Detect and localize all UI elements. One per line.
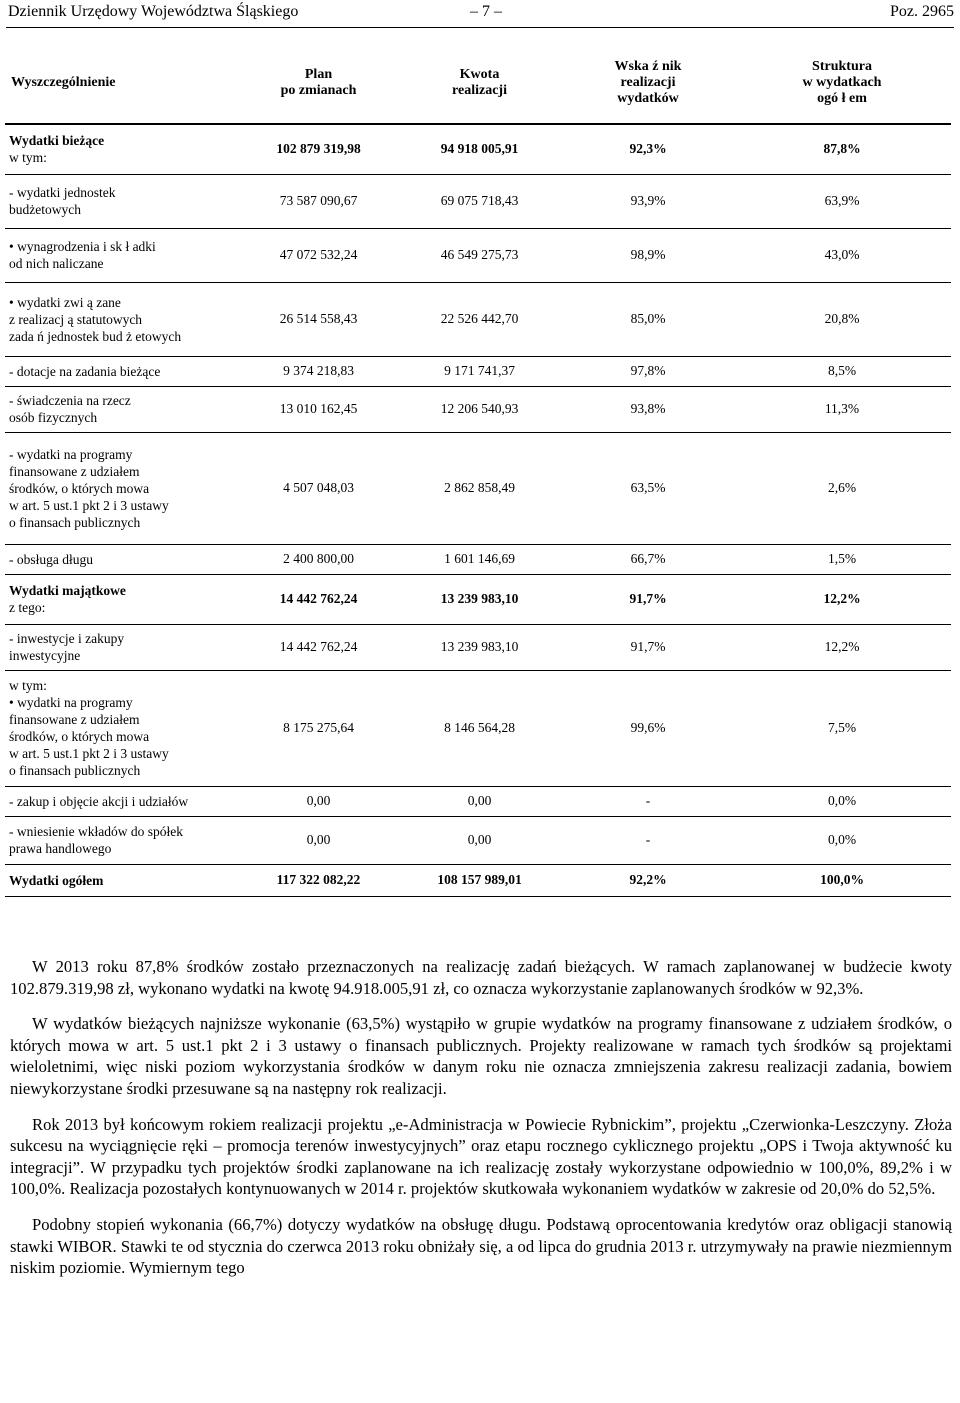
table-row <box>5 386 951 432</box>
table-row <box>5 670 951 786</box>
row-label-line: prawa handlowego <box>9 841 112 856</box>
column-header-line: wydatków <box>617 91 679 106</box>
cell-plan: 9 374 218,83 <box>241 356 396 386</box>
cell-wskaznik: 97,8% <box>563 356 733 386</box>
row-label-line: • wydatki zwi ą zane <box>9 294 121 310</box>
paragraph: W wydatków bieżących najniższe wykonanie (63,5%) wystąpiło w grupie wydatków na programy finansowane z udziałem środków, o których mowa w art. 5 ust.1 pkt 2 i 3 ustawy o finansach publicznych. Projekty realizowane w ramach tych środków są projektami wieloletnimi, więc niski poziom wykorzystania środków w danym roku nie oznacza zmniejszenia zakresu realizacji zadania, bowiem niewykorzystane środki przesuwane są na następny rok realizacji. <box>10 1014 952 1098</box>
column-header-struktura <box>733 43 951 124</box>
expenditure-table <box>5 43 951 897</box>
cell-struktura: 0,0% <box>733 786 951 816</box>
cell-struktura: 87,8% <box>733 124 951 174</box>
cell-kwota: 9 171 741,37 <box>396 356 563 386</box>
cell-plan: 102 879 319,98 <box>241 124 396 174</box>
row-label <box>5 624 241 670</box>
journal-title: Dziennik Urzędowy Województwa Śląskiego <box>8 3 299 20</box>
row-label-line: - wniesienie wkładów do spółek <box>9 824 183 839</box>
row-label-line: inwestycyjne <box>9 648 81 663</box>
cell-wskaznik: 99,6% <box>563 670 733 786</box>
cell-plan: 13 010 162,45 <box>241 386 396 432</box>
cell-plan: 47 072 532,24 <box>241 228 396 282</box>
page-number: – 7 – <box>470 3 502 20</box>
cell-plan: 4 507 048,03 <box>241 432 396 544</box>
cell-wskaznik: 63,5% <box>563 432 733 544</box>
row-label <box>5 864 241 896</box>
cell-kwota: 13 239 983,10 <box>396 624 563 670</box>
cell-kwota: 94 918 005,91 <box>396 124 563 174</box>
row-label-line: w art. 5 ust.1 pkt 2 i 3 ustawy <box>9 497 169 513</box>
column-header-line: w wydatkach <box>802 75 882 90</box>
column-header-line: realizacji <box>452 83 507 98</box>
column-header-line: Plan <box>304 67 333 82</box>
row-label-line: o finansach publicznych <box>9 763 141 778</box>
cell-kwota: 12 206 540,93 <box>396 386 563 432</box>
row-label-line: środków, o których mowa <box>9 729 150 744</box>
table-row <box>5 864 951 896</box>
row-label <box>5 356 241 386</box>
cell-wskaznik: 93,9% <box>563 174 733 228</box>
row-label <box>5 544 241 574</box>
commentary-text <box>10 956 952 1293</box>
cell-plan: 2 400 800,00 <box>241 544 396 574</box>
row-label-line: środków, o których mowa <box>9 480 150 496</box>
row-label-line: z realizacj ą statutowych <box>9 311 143 327</box>
cell-plan: 26 514 558,43 <box>241 282 396 356</box>
cell-plan: 117 322 082,22 <box>241 864 396 896</box>
cell-kwota: 0,00 <box>396 786 563 816</box>
cell-kwota: 108 157 989,01 <box>396 864 563 896</box>
table-row <box>5 432 951 544</box>
row-label-line: od nich naliczane <box>9 256 104 271</box>
cell-kwota: 1 601 146,69 <box>396 544 563 574</box>
cell-struktura: 20,8% <box>733 282 951 356</box>
cell-struktura: 8,5% <box>733 356 951 386</box>
cell-plan: 14 442 762,24 <box>241 624 396 670</box>
table-row <box>5 228 951 282</box>
row-label-line: w art. 5 ust.1 pkt 2 i 3 ustawy <box>9 746 169 761</box>
cell-wskaznik: 92,2% <box>563 864 733 896</box>
row-label <box>5 670 241 786</box>
page-header <box>8 3 954 25</box>
cell-kwota: 8 146 564,28 <box>396 670 563 786</box>
row-label-line: w tym: <box>9 678 47 693</box>
cell-plan: 14 442 762,24 <box>241 574 396 624</box>
row-label-line: zada ń jednostek bud ż etowych <box>9 328 182 344</box>
paragraph: Podobny stopień wykonania (66,7%) dotyczy wydatków na obsługę długu. Podstawą oprocentowania kredytów oraz obligacji stanowią stawki WIBOR. Stawki te od stycznia do czerwca 2013 roku obniżały się, a od lipca do grudnia 2013 r. utrzymywały na prawie niezmiennym niskim poziomie. Wymiernym tego <box>10 1214 952 1278</box>
row-label <box>5 786 241 816</box>
row-label-line: - inwestycje i zakupy <box>9 631 125 646</box>
row-label-line: finansowane z udziałem <box>9 712 140 727</box>
cell-struktura: 100,0% <box>733 864 951 896</box>
row-label-line: - wydatki jednostek <box>9 185 116 200</box>
table-row <box>5 356 951 386</box>
row-label-line: Wydatki bieżące <box>9 133 105 149</box>
row-label <box>5 386 241 432</box>
cell-plan: 0,00 <box>241 786 396 816</box>
cell-kwota: 0,00 <box>396 816 563 864</box>
table-row <box>5 124 951 174</box>
cell-struktura: 1,5% <box>733 544 951 574</box>
paragraph: W 2013 roku 87,8% środków zostało przeznaczonych na realizację zadań bieżących. W ramach zaplanowanej w budżecie kwoty 102.879.319,98 zł, wykonano wydatki na kwotę 94.918.005,91 zł, co oznacza wykorzystanie zaplanowanych środków w 92,3%. <box>10 957 952 998</box>
cell-wskaznik: 98,9% <box>563 228 733 282</box>
cell-kwota: 69 075 718,43 <box>396 174 563 228</box>
cell-wskaznik: 66,7% <box>563 544 733 574</box>
column-header-line: Wska ź nik <box>614 59 682 74</box>
cell-wskaznik: 91,7% <box>563 624 733 670</box>
cell-wskaznik: 85,0% <box>563 282 733 356</box>
row-label-line: Wydatki ogółem <box>9 872 104 888</box>
table-header-row <box>5 43 951 124</box>
cell-plan: 0,00 <box>241 816 396 864</box>
table-row <box>5 282 951 356</box>
cell-struktura: 63,9% <box>733 174 951 228</box>
cell-wskaznik: - <box>563 816 733 864</box>
cell-plan: 73 587 090,67 <box>241 174 396 228</box>
position-number: Poz. 2965 <box>890 3 954 20</box>
column-header-line: Wyszczególnienie <box>11 75 116 90</box>
row-label <box>5 228 241 282</box>
table-row <box>5 574 951 624</box>
column-header-line: Kwota <box>459 67 500 82</box>
cell-kwota: 46 549 275,73 <box>396 228 563 282</box>
row-label-line: w tym: <box>9 150 47 166</box>
cell-plan: 8 175 275,64 <box>241 670 396 786</box>
row-label <box>5 124 241 174</box>
cell-struktura: 0,0% <box>733 816 951 864</box>
cell-wskaznik: 92,3% <box>563 124 733 174</box>
column-header-line: Struktura <box>812 59 872 74</box>
row-label-line: - świadczenia na rzecz <box>9 393 131 408</box>
column-header-wyszczegolnienie <box>5 43 241 124</box>
cell-struktura: 2,6% <box>733 432 951 544</box>
cell-kwota: 2 862 858,49 <box>396 432 563 544</box>
column-header-line: realizacji <box>620 75 676 90</box>
row-label <box>5 282 241 356</box>
row-label <box>5 174 241 228</box>
row-label-line: • wynagrodzenia i sk ł adki <box>9 239 156 254</box>
cell-struktura: 11,3% <box>733 386 951 432</box>
cell-wskaznik: - <box>563 786 733 816</box>
row-label-line: budżetowych <box>9 202 81 217</box>
row-label-line: - obsługa długu <box>9 551 93 567</box>
cell-wskaznik: 91,7% <box>563 574 733 624</box>
row-label-line: Wydatki majątkowe <box>9 583 126 598</box>
table-row <box>5 624 951 670</box>
row-label-line: • wydatki na programy <box>9 695 133 710</box>
row-label <box>5 816 241 864</box>
cell-struktura: 12,2% <box>733 624 951 670</box>
row-label <box>5 432 241 544</box>
table-row <box>5 544 951 574</box>
table-row <box>5 174 951 228</box>
row-label-line: - dotacje na zadania bieżące <box>9 363 161 379</box>
cell-struktura: 7,5% <box>733 670 951 786</box>
cell-wskaznik: 93,8% <box>563 386 733 432</box>
column-header-line: ogó ł em <box>817 91 867 106</box>
cell-kwota: 13 239 983,10 <box>396 574 563 624</box>
row-label-line: - zakup i objęcie akcji i udziałów <box>9 793 189 809</box>
cell-struktura: 12,2% <box>733 574 951 624</box>
table-row <box>5 816 951 864</box>
cell-struktura: 43,0% <box>733 228 951 282</box>
column-header-line: po zmianach <box>280 83 357 98</box>
column-header-wskaznik <box>563 43 733 124</box>
paragraph: Rok 2013 był końcowym rokiem realizacji projektu „e-Administracja w Powiecie Rybnickim”, projektu „Czerwionka-Leszczyny. Złoża sukcesu na wyciągnięcie ręki – promocja terenów inwestycyjnych” oraz etapu rocznego cyklicznego projektu „OPS i Twoja aktywność ku integracji”. W przypadku tych projektów środki zaplanowane na ich realizację zostały wykorzystane odpowiednio w 100,0%, 89,2% i w 100,0%. Realizacja pozostałych kontynuowanych w 2014 r. projektów skutkowała wykonaniem wydatków w zakresie od 20,0% do 52,5%. <box>10 1114 952 1199</box>
table-row <box>5 786 951 816</box>
row-label-line: osób fizycznych <box>9 410 98 425</box>
row-label-line: z tego: <box>9 600 46 615</box>
column-header-kwota <box>396 43 563 124</box>
row-label-line: o finansach publicznych <box>9 514 141 530</box>
cell-kwota: 22 526 442,70 <box>396 282 563 356</box>
header-rule <box>6 27 954 28</box>
row-label-line: finansowane z udziałem <box>9 463 140 479</box>
row-label <box>5 574 241 624</box>
column-header-plan <box>241 43 396 124</box>
row-label-line: - wydatki na programy <box>9 446 133 462</box>
